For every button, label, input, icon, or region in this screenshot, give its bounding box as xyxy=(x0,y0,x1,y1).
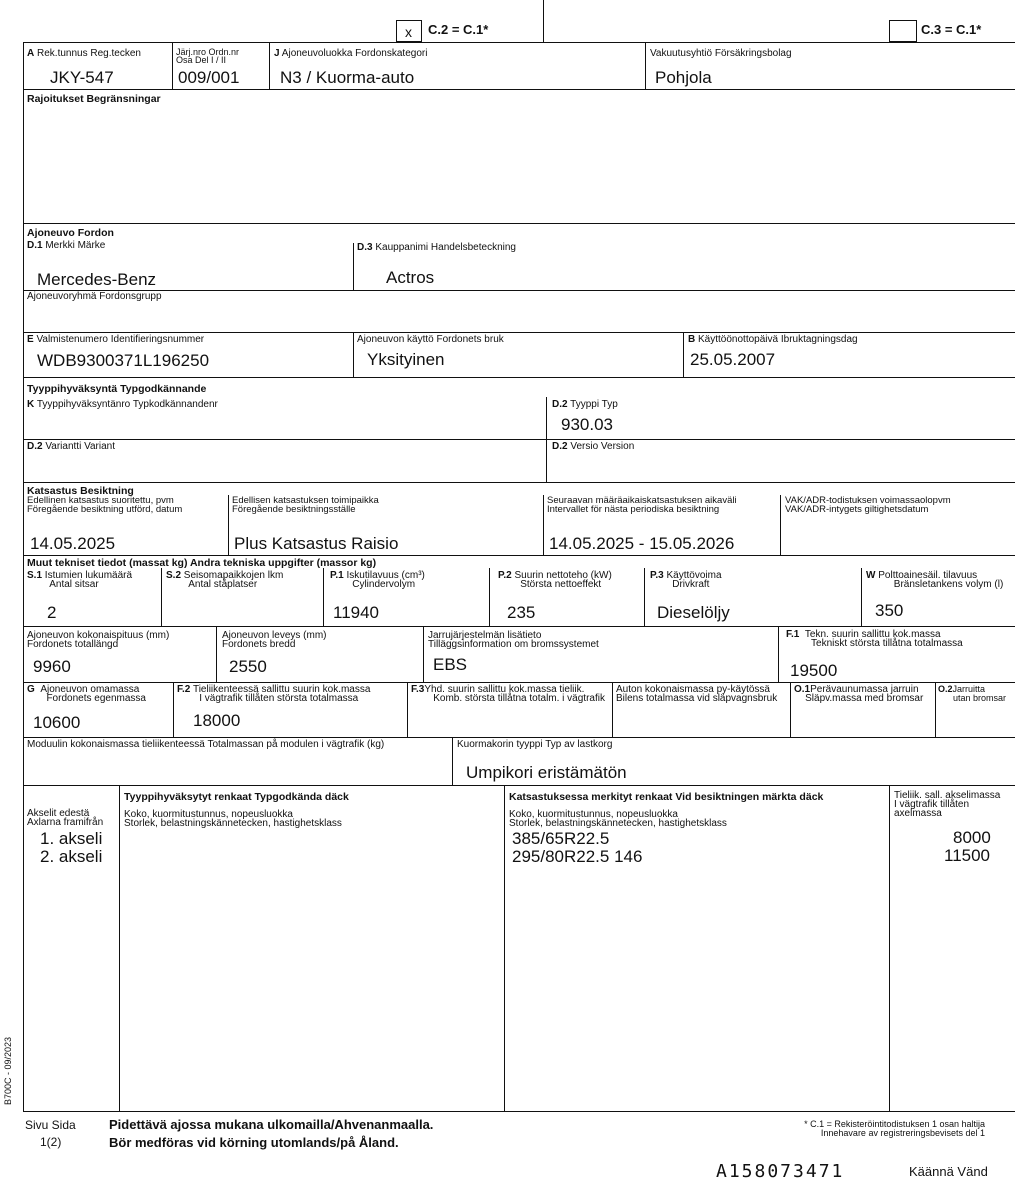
approved-tyres-label: Koko, kuormitustunnus, nopeusluokka Storlek, belastningskännetecken, hastighetsklass xyxy=(124,809,342,829)
form-code: B700C - 09/2023 xyxy=(3,1036,13,1105)
divider xyxy=(23,785,1015,786)
divider xyxy=(23,555,1015,556)
insurance-label: Vakuutusyhtiö Försäkringsbolag xyxy=(650,48,792,59)
marked-tyres-title: Katsastuksessa merkityt renkaat Vid besiktningen märkta däck xyxy=(509,791,824,803)
body-type-label: Kuormakorin tyyppi Typ av lastkorg xyxy=(457,739,613,750)
divider xyxy=(612,682,613,737)
inspection-place-label: Edellisen katsastuksen toimipaikka Föregående besiktningsställe xyxy=(232,495,379,515)
p3-label: P.3 Käyttövoima Drivkraft xyxy=(650,570,722,590)
c2-label: C.2 = C.1* xyxy=(428,22,489,37)
approved-tyres-title: Tyyppihyväksytyt renkaat Typgodkända däck xyxy=(124,791,349,803)
version-label: D.2 Versio Version xyxy=(552,441,635,452)
divider xyxy=(861,568,862,626)
s2-label: S.2 Seisomapaikkojen lkm Antal ståplatser xyxy=(166,570,284,590)
f1-value: 19500 xyxy=(790,661,838,680)
divider xyxy=(780,495,781,555)
divider xyxy=(645,42,646,89)
trade-value: Actros xyxy=(386,268,435,287)
page-number: 1(2) xyxy=(40,1135,62,1149)
divider xyxy=(228,495,229,555)
type-value: 930.03 xyxy=(561,415,613,434)
o1-label: O.1Perävaunumassa jarruin Släpv.massa med bromsar xyxy=(794,684,924,704)
axle-1-label: 1. akseli xyxy=(40,829,103,848)
length-label: Ajoneuvon kokonaispituus (mm) Fordonets totallängd xyxy=(27,630,170,650)
inspection-place-value: Plus Katsastus Raisio xyxy=(234,534,399,553)
prev-inspection-value: 14.05.2025 xyxy=(30,534,116,553)
divider xyxy=(172,42,173,89)
s1-value: 2 xyxy=(47,603,57,622)
divider xyxy=(216,626,217,682)
divider xyxy=(23,439,1015,440)
o2-label: O.2Jarruitta utan bromsar xyxy=(938,684,1007,703)
ordn-value: 009/001 xyxy=(178,68,240,87)
divider xyxy=(353,332,354,377)
next-inspection-value: 14.05.2025 - 15.05.2026 xyxy=(549,534,735,553)
divider xyxy=(173,682,174,737)
divider xyxy=(489,568,490,626)
top-divider xyxy=(543,0,544,42)
c3-checkbox[interactable] xyxy=(889,20,917,42)
divider xyxy=(23,377,1015,378)
brake-label: Jarrujärjestelmän lisätieto Tilläggsinformation om bromssystemet xyxy=(428,630,599,650)
marked-tyre-axle-1: 385/65R22.5 xyxy=(512,829,610,848)
reg-value: JKY-547 xyxy=(50,68,114,87)
inspection-title: Katsastus Besiktning xyxy=(27,485,134,497)
footnote: * C.1 = Rekisteröintitodistuksen 1 osan haltija Innehavare av registreringsbevisets del 1 xyxy=(804,1119,985,1138)
make-value: Mercedes-Benz xyxy=(37,270,157,289)
w-value: 350 xyxy=(875,601,904,620)
page-label: Sivu Sida xyxy=(25,1118,76,1132)
type-approval-title: Tyyppihyväksyntä Typgodkännande xyxy=(27,383,207,395)
category-label: J Ajoneuvoluokka Fordonskategori xyxy=(274,48,428,59)
divider xyxy=(644,568,645,626)
marked-tyre-axle-2: 295/80R22.5 146 xyxy=(512,847,643,866)
f2-label: F.2 Tieliikenteessä sallittu suurin kok.massa I vägtrafik tillåten största totalmassa xyxy=(177,684,371,704)
axle-mass-1: 8000 xyxy=(953,828,991,847)
p1-label: P.1 Iskutilavuus (cm³) Cylindervolym xyxy=(330,570,425,590)
f1-label: F.1 Tekn. suurin sallittu kok.massa Tekniskt största tillåtna totalmassa xyxy=(786,629,963,649)
divider xyxy=(889,785,890,1112)
serial-number: A158073471 xyxy=(716,1161,845,1182)
combination-label: Auton kokonaismassa py-käytössä Bilens totalmassa vid släpvagnsbruk xyxy=(616,684,778,704)
marked-tyres-label: Koko, kuormitustunnus, nopeusluokka Storlek, belastningskännetecken, hastighetsklass xyxy=(509,809,727,829)
width-value: 2550 xyxy=(229,657,267,676)
variant-label: D.2 Variantti Variant xyxy=(27,441,116,452)
category-value: N3 / Kuorma-auto xyxy=(280,68,415,87)
restrictions-label: Rajoitukset Begränsningar xyxy=(27,93,161,105)
prev-inspection-label: Edellinen katsastus suoritettu, pvm Föregående besiktning utförd, datum xyxy=(27,495,183,515)
date-value: 25.05.2007 xyxy=(690,350,776,369)
body-type-value: Umpikori eristämätön xyxy=(466,763,627,782)
divider xyxy=(423,626,424,682)
s1-label: S.1 Istumien lukumäärä Antal sitsar xyxy=(27,570,133,590)
turn-page-label: Käännä Vänd xyxy=(909,1164,988,1179)
ordn-label: Järj.nro Ordn.nr Osa Del I / II xyxy=(176,47,240,65)
divider xyxy=(23,290,1015,291)
insurance-value: Pohjola xyxy=(655,68,712,87)
axle-mass-2: 11500 xyxy=(944,846,991,865)
reg-label: A Rek.tunnus Reg.tecken xyxy=(27,48,141,59)
group-label: Ajoneuvoryhmä Fordonsgrupp xyxy=(27,291,162,302)
tech-section-title: Muut tekniset tiedot (massat kg) Andra tekniska uppgifter (massor kg) xyxy=(27,557,377,569)
p2-label: P.2 Suurin nettoteho (kW) Största nettoeffekt xyxy=(498,570,612,590)
divider xyxy=(161,568,162,626)
axle-mass-label: Tieliik. sall. akselimassa I vägtrafik tillåten axelmassa xyxy=(894,790,1001,819)
next-inspection-label: Seuraavan määräaikaiskatsastuksen aikaväli Intervallet för nästa periodiska besiktning xyxy=(547,495,737,515)
p1-value: 11940 xyxy=(333,603,380,622)
divider xyxy=(407,682,408,737)
divider xyxy=(353,243,354,290)
divider xyxy=(119,785,120,1112)
trade-label: D.3 Kauppanimi Handelsbeteckning xyxy=(357,242,516,253)
axles-label: Akselit edestä Axlarna framifrån xyxy=(27,808,104,828)
p2-value: 235 xyxy=(507,603,536,622)
length-value: 9960 xyxy=(33,657,71,676)
usage-label: Ajoneuvon käyttö Fordonets bruk xyxy=(357,334,504,345)
vak-label: VAK/ADR-todistuksen voimassaolopvm VAK/ADR-intygets giltighetsdatum xyxy=(785,495,951,515)
f2-value: 18000 xyxy=(193,711,241,730)
divider xyxy=(452,737,453,785)
c3-label: C.3 = C.1* xyxy=(921,22,982,37)
divider xyxy=(543,495,544,555)
type-label: D.2 Tyyppi Typ xyxy=(552,399,618,410)
width-label: Ajoneuvon leveys (mm) Fordonets bredd xyxy=(222,630,327,650)
c2-check-mark: x xyxy=(405,24,412,40)
divider xyxy=(23,89,1015,90)
p3-value: Dieselöljy xyxy=(657,603,730,622)
vin-value: WDB9300371L196250 xyxy=(37,351,210,370)
notice-sv: Bör medföras vid körning utomlands/på Åland. xyxy=(109,1135,399,1150)
divider xyxy=(23,682,1015,683)
f3-label: F.3Yhd. suurin sallittu kok.massa tieliik. Komb. största tillåtna totalm. i vägtrafik xyxy=(411,684,605,704)
divider xyxy=(790,682,791,737)
vin-label: E Valmistenumero Identifieringsnummer xyxy=(27,334,205,345)
divider xyxy=(935,682,936,737)
usage-value: Yksityinen xyxy=(367,350,445,369)
vehicle-section-title: Ajoneuvo Fordon xyxy=(27,227,114,239)
divider xyxy=(23,223,1015,224)
divider xyxy=(23,482,1015,483)
type-number-label: K Tyyppihyväksyntänro Typkodkännandenr xyxy=(27,399,218,410)
g-value: 10600 xyxy=(33,713,81,732)
divider xyxy=(23,737,1015,738)
w-label: W Polttoainesäil. tilavuus Bränsletankens volym (l) xyxy=(866,570,1004,590)
divider xyxy=(504,785,505,1112)
g-label: G Ajoneuvon omamassa Fordonets egenmassa xyxy=(27,684,146,704)
divider xyxy=(23,332,1015,333)
make-label: D.1 Merkki Märke xyxy=(27,240,106,251)
brake-value: EBS xyxy=(433,655,468,674)
c2-checkbox[interactable] xyxy=(396,20,422,42)
divider xyxy=(323,568,324,626)
notice-fi: Pidettävä ajossa mukana ulkomailla/Ahvenanmaalla. xyxy=(109,1117,434,1132)
date-label: B Käyttöönottopäivä Ibruktagningsdag xyxy=(688,334,858,345)
module-mass-label: Moduulin kokonaismassa tieliikenteessä Totalmassan på modulen i vägtrafik (kg) xyxy=(27,739,385,750)
divider xyxy=(683,332,684,377)
divider xyxy=(778,626,779,682)
divider xyxy=(269,42,270,89)
divider xyxy=(23,626,1015,627)
axle-2-label: 2. akseli xyxy=(40,847,103,866)
